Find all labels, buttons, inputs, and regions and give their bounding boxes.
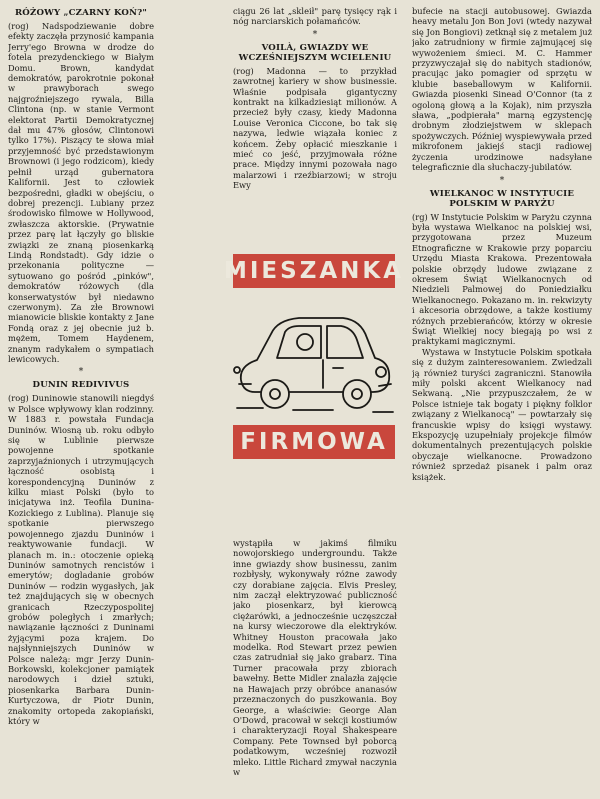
column-2-top xyxy=(233,6,397,252)
separator-star: * xyxy=(499,175,505,186)
car-illustration xyxy=(233,288,395,425)
article-text-dunin: (rog) Duninowie stanowili niegdyś w Polsce wpływowy klan rodzinny. W 1883 r. powstała Fundacja Duninów. Wiosną ub. roku odbyło się w Lublinie pierwsze powojenne spotkanie zaprzyjaźnionych i utrzymujących łączność osobistą i korespondencyjną Duninów z kilku miast Polski (było to inicjatywa inż. Teofila Dunina-Kozickiego z Lublina). Planuje się spotkanie pierwszego powojennego zjazdu Duninów i reaktywowanie fundacji. W planach m. in.: otoczenie opieką Duninów samotnych rencistów i emerytów; dogladanie grobów Duninów — rodzin wygasłych, jak też znajdujących się w obecnych granicach Rzeczypospolitej grobów poległych i zmarłych; nawiązanie łączności z Duninami żyjącymi poza krajem. Do najsłynniejszych Duninów w Polsce należą: mgr Jerzy Dunin-Borkowski, kolekcjoner pamiątek narodowych i dzieł sztuki, piosenkarka Barbara Dunin-Kurtyczowa, dr Piotr Dunin, znakomity ortopeda zakopiański, który w xyxy=(8,393,154,726)
banner-mieszanka: MIESZANKA xyxy=(233,254,395,288)
separator-star: * xyxy=(78,367,84,378)
article-title-rozowy: RÓŻOWY „CZARNY KOŃ?" xyxy=(14,8,148,18)
article-text-voila: (rog) Madonna — to przykład zawrotnej kariery w show businessie. Właśnie podpisała gigantyczny kontrakt na kilkadziesiąt milionów. A przecież były czasy, kiedy Madonna Louise Veronica Ciccone, bo tak się nazywa, ledwie wiązała koniec z końcem. Żeby opłacić mieszkanie i mieć co jeść, przyjmowała różne prace. Między innymi pozowała nago malarzowi i rzeźbiarzowi; w stroju Ewy xyxy=(233,65,397,191)
article-text-wielkanoc-2: Wystawa w Instytucie Polskim spotkała się z dużym zainteresowaniem. Zwiedzali ją również turyści zagraniczni. Stanowiła miły polski akcent Wielkanocy nad Sekwaną. „Nie przypuszczałem, że w Polsce istnieje tak bogaty i piękny folklor związany z Wielkanocą" — powtarzały się francuskie wpisy do księgi wystawy. Ekspozycję uzupełniały projekcje filmów dokumentalnych prezentujących polskie obyczaje wielkanocne. Prowadzono również sprzedaż pisanek i palm oraz książek. xyxy=(412,346,592,482)
article-title-voila: VOILÀ, GWIAZDY WE WCZEŚNIEJSZYM WCIELENIU xyxy=(238,42,392,63)
continued-text-dunin: ciągu 26 lat „skleił" parę tysięcy rąk i nóg narciarskich połamańców. xyxy=(233,6,397,27)
article-text-voila-cont: wystąpiła w jakimś filmiku nowojorskiego undergroundu. Także inne gwiazdy show businessu, zanim rozbłysły, wykonywały różne zawody czy dorabiane zajęcia. Elvis Presley, nim zaczął elektryzować publiczność jako piosenkarz, był kierowcą ciężarówki, a jednocześnie uczęszczał na kursy wieczorowe dla elektryków. Whitney Houston pracowała jako modelka. Rod Stewart przez pewien czas zatrudniał się jako grabarz. Tina Turner pracowała przy zbiorach bawełny. Bette Midler znalazła zajęcie na Hawajach przy obróbce ananasów przeznaczonych do puszkowania. Boy George, a właściwie: George Alan O'Dowd, pracował w sekcji kostiumów i charakteryzacji Royal Shakespeare Company. Pete Townsed był poborcą podatkowym, wcześniej rozwoził mleko. Little Richard zmywał naczynia w xyxy=(233,538,397,777)
article-title-wielkanoc: WIELKANOC W INSTYTUCIE POLSKIM W PARYŻU xyxy=(429,188,575,209)
column-3 xyxy=(412,6,592,796)
column-2-bottom xyxy=(233,538,397,794)
article-title-dunin: DUNIN REDIVIVUS xyxy=(32,380,130,391)
continued-text-voila: bufecie na stacji autobusowej. Gwiazda heavy metalu Jon Bon Jovi (wtedy nazywał się Jon Bongiovi) zetknął się z metalem już jako zatrudniony w firmie zajmującej się wywożeniem śmieci. M. C. Hammer przyzwyczajał się do nabitych stadionów, pracując jako pomagier od sprzętu w klubie baseballowym w Kalifornii. Gwiazda piosenki Sinead O'Connor (ta z ogoloną głową a la Kojak), nim przyszła sława, „podpierała" marną egzystencję drobnym złodziejstwem w sklepach spożywczych. Później wyspiewywała przed mikrofonem jakiejś stacji radiowej życzenia urodzinowe nadsyłane telegraficznie dla słuchaczy-jubilatów. xyxy=(412,6,592,173)
article-text-rozowy: (rog) Nadspodziewanie dobre efekty zaczęła przynosić kampania Jerry'ego Browna w drodze do fotela prezydenckiego w Białym Domu. Brown, kandydat demokratów, parokrotnie pokonał w prawyborach swego najgroźniejszego rywala, Billa Clintona (np. w stanie Vermont elektorat Partii Demokratycznej dał mu 47% głosów, Clintonowi tylko 17%). Piszący te słowa miał przyjemność być przedstawionym Brownowi (i jego rodzicom), kiedy pełnił urząd gubernatora Kalifornii. Jest to człowiek bezpośredni, gładki w obejściu, o dobrej prezencji. Lubiany przez środowisko filmowe w Hollywood, zwłaszcza aktorskie. (Prywatnie przez parę lat łączyły go bliskie związki ze znaną piosenkarką Lindą Rondstadt). Gdy idzie o przekonania polityczne — sytuowano go pośród „pinków", demokratów różowych (dla konserwatystów był niedawno czerwonym). Za złe Brownowi mianowicie bliskie kontakty z Jane Fondą oraz z jej obecnie już b. mężem, Tomem Haydenem, znanym radykałem o sympatiach lewicowych. xyxy=(8,21,154,364)
separator-star: * xyxy=(312,29,318,40)
banner-firmowa: FIRMOWA xyxy=(233,425,395,459)
column-1 xyxy=(8,6,154,796)
article-text-wielkanoc: (rg) W Instytucie Polskim w Paryżu czynna była wystawa Wielkanoc na polskiej wsi, przygotowana przez Muzeum Etnograficzne w Krakowie przy poparciu Urzędu Miasta Krakowa. Prezentowała polskie obrzędy ludowe związane z okresem Świąt Wielkanocnych od Niedzieli Palmowej do Poniedziałku Wielkanocnego. Pokazano m. in. rekwizyty i akcesoria obrzędowe, a także kostiumy różnych przebierańców, którzy w okresie Świąt Wielkiej nocy biegają po wsi z praktykami magicznymi. xyxy=(412,211,592,347)
